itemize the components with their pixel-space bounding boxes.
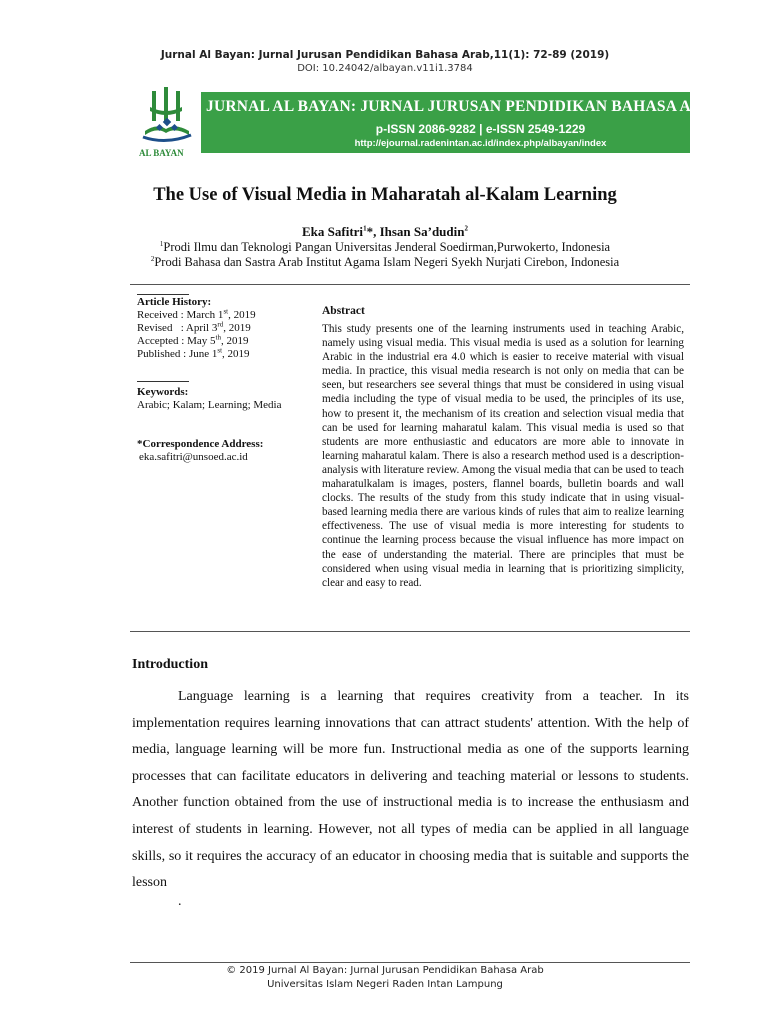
affiliation-1-text: Prodi Ilmu dan Teknologi Pangan Universitas Jenderal Soedirman,Purwokerto, Indonesia [163,240,611,254]
affiliation-1-sup: 1 [159,239,164,248]
abstract-heading: Abstract [322,305,365,317]
journal-banner [135,85,725,160]
introduction-body [132,684,689,897]
abstract-divider [130,631,690,632]
journal-logo [135,85,201,160]
affiliation-2-text: Prodi Bahasa dan Sastra Arab Institut Agama Islam Negeri Syekh Nurjati Cirebon, Indonesia [154,255,620,269]
author-2-affil: 2 [464,224,468,233]
article-history [137,296,307,361]
affiliation-2 [0,255,770,270]
affiliation-1 [0,240,770,255]
accepted-date: Accepted : May 5th, 2019 [137,333,249,347]
introduction-heading: Introduction [132,657,208,672]
running-head-doi: DOI: 10.24042/albayan.v11i1.3784 [297,63,473,74]
received-date: Received : March 1st, 2019 [137,307,256,321]
banner-url[interactable]: http://ejournal.radenintan.ac.id/index.php/albayan/index [354,138,607,149]
banner-journal-title: JURNAL AL BAYAN: JURNAL JURUSAN PENDIDIKAN BAHASA ARAB [206,98,725,115]
trailing-dot: . [178,894,182,909]
footer-divider [130,962,690,963]
affiliation-2-sup: 2 [150,254,155,263]
history-rule [137,294,189,295]
author-1: Eka Safitri [302,224,364,239]
history-label: Article History: [137,296,212,308]
top-divider [130,284,690,285]
author-1-affil: 1 [363,224,367,233]
keywords-block [137,386,307,412]
logo-text: AL BAYAN [139,148,184,158]
published-date: Published : June 1st, 2019 [137,346,250,360]
correspondence-block [137,438,307,464]
book-pen-logo-icon [135,85,201,149]
keywords-list: Arabic; Kalam; Learning; Media [137,399,282,411]
keywords-rule [137,381,189,382]
footer-university: Universitas Islam Negeri Raden Intan Lampung [267,979,503,990]
abstract-body: This study presents one of the learning instruments used in teaching Arabic, namely using visual media. This visual media is used as a solution for learning Arabic in the industrial era 4.0 which is easier to receive material with visual media. In practice, this visual media research is not only on media that can be seen, but researchers see several things that must be considered in using visual media including the type of visual media to be used, the principles of its use, how to present it, the mechanism of its creation and selection visual media that can be used for learning maharatul kalam. This visual media is used so that students are more enthusiastic and educators are more able to innovate in learning maharatul kalam. There is also a research method used is a description-analysis with literature review. Among the visual media that can be used to teach maharatulkalam is images, posters, flannel boards, bulletin boards and wall clocks. The results of the study from this study indicate that in using visual-based learning media there are various kinds of rules that aim to realize learning effectiveness. The use of visual media is more interesting for students to continue the learning process because the visual influence has more impact on the ease of understanding the material. There are principles that must be considered when using visual media in learning that is prioritizing simplicity, clear and easy to read. [322,323,684,589]
author-2: Ihsan Sa’dudin [379,224,465,239]
banner-green-panel [201,92,725,153]
article-authors [0,224,770,240]
footer-copyright: © 2019 Jurnal Al Bayan: Jurnal Jurusan Pendidikan Bahasa Arab [226,965,544,976]
corresponding-mark: *, [366,224,380,239]
banner-issn: p-ISSN 2086-9282 | e-ISSN 2549-1229 [375,122,586,136]
introduction-paragraph: Language learning is a learning that requires creativity from a teacher. In its implementation requires learning innovations that can attract students' attention. With the help of media, language learning will be more fun. Instructional media as one of the supports learning processes that can facilitate educators in delivering and teaching material or lessons to students. Another function obtained from the use of instructional media is to increase the enthusiasm and interest of students in learning. However, not all types of media can be applied in all language skills, so it requires the accuracy of an educator in choosing media that is suitable and supports the lesson [132,689,689,891]
correspondence-email[interactable]: eka.safitri@unsoed.ac.id [139,451,248,463]
revised-date: Revised : April 3rd, 2019 [137,320,251,334]
correspondence-label: *Correspondence Address: [137,438,264,450]
article-title: The Use of Visual Media in Maharatah al-Kalam Learning [153,185,617,205]
keywords-label: Keywords: [137,386,189,398]
running-head-journal: Jurnal Al Bayan: Jurnal Jurusan Pendidikan Bahasa Arab,11(1): 72-89 (2019) [160,49,610,61]
